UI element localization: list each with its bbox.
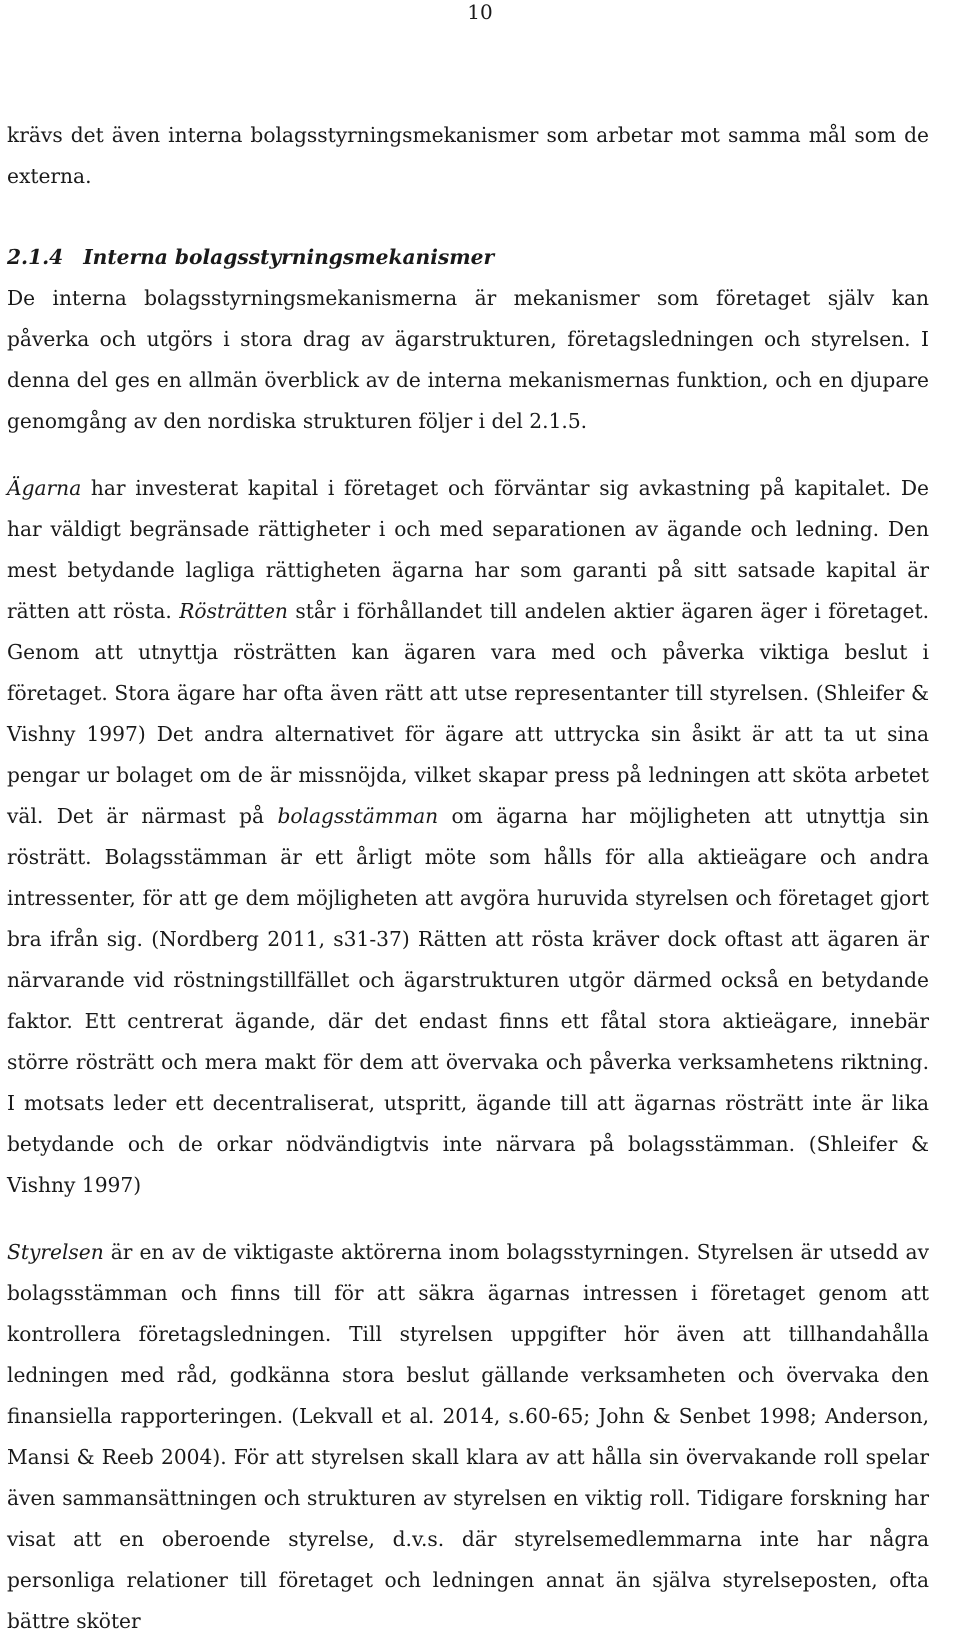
term-general-meeting: bolagsstämman: [277, 804, 439, 828]
section-number: 2.1.4: [7, 245, 64, 269]
paragraph-board: [7, 1232, 929, 1642]
term-owners: Ägarna: [7, 476, 82, 500]
document-body: [7, 115, 929, 1642]
term-voting-right: Rösträtten: [179, 599, 288, 623]
paragraph-owners-text-3: om ägarna har möjligheten att utnyttja sin rösträtt. Bolagsstämman är ett årligt möte som hålls för alla aktieägare och andra intressenter, för att ge dem möjligheten att avgöra huruvida styrelsen och företaget gjort bra ifrån sig. (Nordberg 2011, s31-37) Rätten att rösta kräver dock oftast att ägaren är närvarande vid röstningstillfället och ägarstrukturen utgör därmed också en betydande faktor. Ett centrerat ägande, där det endast finns ett fåtal stora aktieägare, innebär större rösträtt och mera makt för dem att övervaka och påverka verksamhetens riktning. I motsats leder ett decentraliserat, utspritt, ägande till att ägarnas rösträtt inte är lika betydande och de orkar nödvändigtvis inte närvara på bolagsstämman. (Shleifer & Vishny 1997): [7, 804, 929, 1197]
term-board: Styrelsen: [7, 1240, 104, 1264]
paragraph-internal-mechanisms: De interna bolagsstyrningsmekanismerna är mekanismer som företaget själv kan påverka och utgörs i stora drag av ägarstrukturen, företagsledningen och styrelsen. I denna del ges en allmän överblick av de interna mekanismernas funktion, och en djupare genomgång av den nordiska strukturen följer i del 2.1.5.: [7, 286, 929, 433]
section-title: Interna bolagsstyrningsmekanismer: [83, 245, 495, 269]
paragraph-owners-text-1: har investerat kapital i företaget och förväntar sig avkastning på kapitalet. De har väldigt begränsade rättigheter i och med separationen av ägande och ledning. Den mest betydande lagliga rättigheten ägarna har som garanti på sitt satsade kapital är rätten att rösta.: [7, 476, 929, 623]
paragraph-owners: [7, 468, 929, 1206]
page-number: 10: [467, 0, 493, 24]
intro-paragraph: krävs det även interna bolagsstyrningsmekanismer som arbetar mot samma mål som de externa.: [7, 123, 929, 188]
paragraph-owners-text-2: står i förhållandet till andelen aktier ägaren äger i företaget. Genom att utnyttja rösträtten kan ägaren vara med och påverka viktiga beslut i företaget. Stora ägare har ofta även rätt att utse representanter till styrelsen. (Shleifer & Vishny 1997) Det andra alternativet för ägare att uttrycka sin åsikt är att ta ut sina pengar ur bolaget om de är missnöjda, vilket skapar press på ledningen att sköta arbetet väl. Det är närmast på: [7, 599, 929, 828]
section-heading: [7, 237, 929, 278]
paragraph-board-text: är en av de viktigaste aktörerna inom bolagsstyrningen. Styrelsen är utsedd av bolagsstämman och finns till för att säkra ägarnas intressen i företaget genom att kontrollera företagsledningen. Till styrelsen uppgifter hör även att tillhandahålla ledningen med råd, godkänna stora beslut gällande verksamheten och övervaka den finansiella rapporteringen. (Lekvall et al. 2014, s.60-65; John & Senbet 1998; Anderson, Mansi & Reeb 2004). För att styrelsen skall klara av att hålla sin övervakande roll spelar även sammansättningen och strukturen av styrelsen en viktig roll. Tidigare forskning har visat att en oberoende styrelse, d.v.s. där styrelsemedlemmarna inte har några personliga relationer till företaget och ledningen annat än själva styrelseposten, ofta bättre sköter: [7, 1240, 929, 1633]
